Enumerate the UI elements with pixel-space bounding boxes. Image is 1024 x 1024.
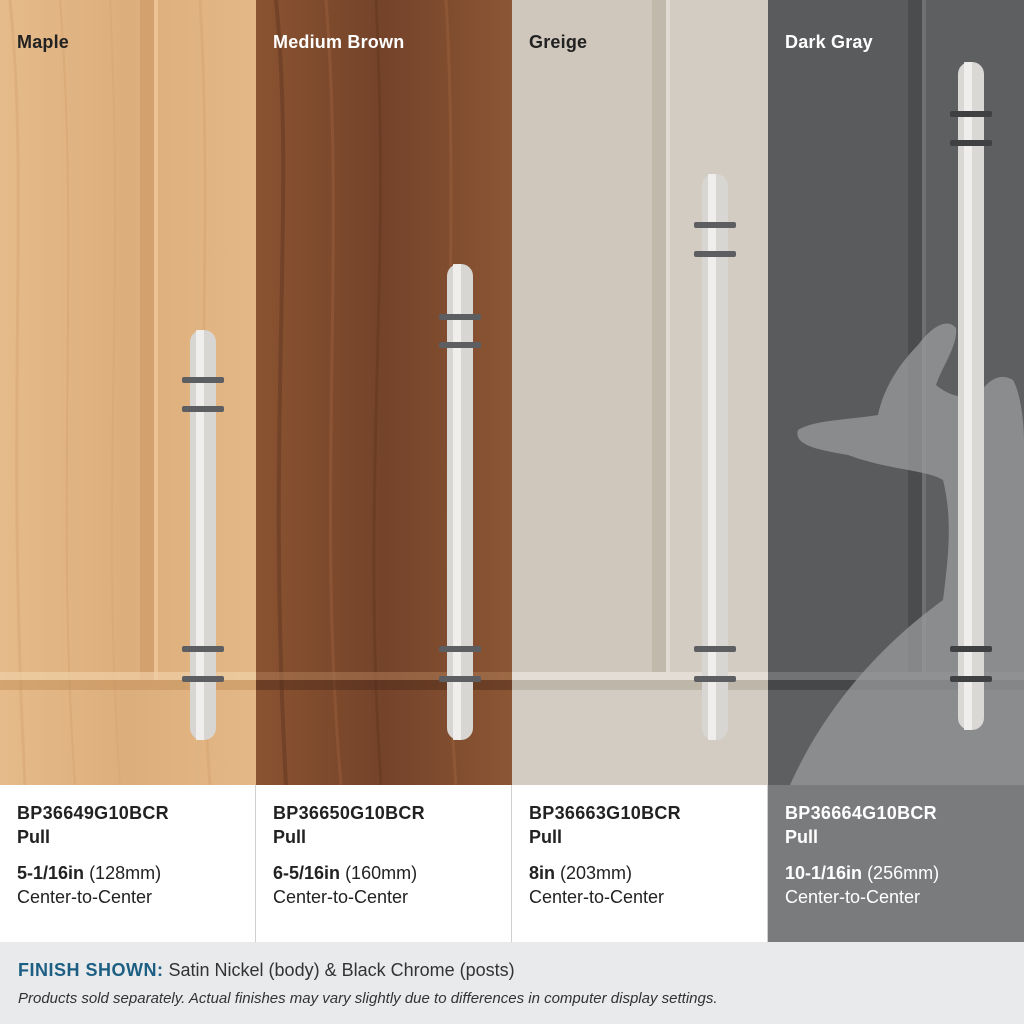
size-imperial: 8in	[529, 863, 556, 883]
finish-name: Greige	[529, 32, 588, 52]
disclaimer: Products sold separately. Actual finishes may vary slightly due to differences in computer display settings.	[18, 990, 718, 1007]
product-sku: BP36649G10BCR	[17, 803, 169, 823]
product-type: Pull	[17, 827, 51, 847]
size-metric: (128mm)	[89, 863, 162, 883]
door-swatch	[768, 0, 1024, 785]
product-info	[768, 785, 1024, 942]
product-size	[273, 861, 511, 885]
size-metric: (256mm)	[867, 863, 940, 883]
footer	[0, 942, 1024, 1024]
product-info	[256, 785, 512, 942]
door-swatch	[256, 0, 512, 785]
product-info	[512, 785, 768, 942]
product-sku: BP36663G10BCR	[529, 803, 681, 823]
product-size	[785, 861, 1024, 885]
product-panel-greige[interactable]	[512, 0, 768, 942]
product-panel-medium-brown[interactable]	[256, 0, 512, 942]
center-to-center-label: Center-to-Center	[273, 887, 409, 907]
product-panel-maple[interactable]	[0, 0, 256, 942]
center-to-center-label: Center-to-Center	[17, 887, 153, 907]
product-size	[17, 861, 255, 885]
product-size	[529, 861, 767, 885]
size-imperial: 10-1/16in	[785, 863, 863, 883]
center-to-center-label: Center-to-Center	[785, 887, 921, 907]
finish-name: Medium Brown	[273, 32, 405, 52]
center-to-center-label: Center-to-Center	[529, 887, 665, 907]
product-sku: BP36650G10BCR	[273, 803, 425, 823]
finish-name: Dark Gray	[785, 32, 873, 52]
size-metric: (203mm)	[560, 863, 633, 883]
product-info	[0, 785, 256, 942]
product-sku: BP36664G10BCR	[785, 803, 937, 823]
finish-shown-line	[18, 958, 1024, 982]
finish-name: Maple	[17, 32, 70, 52]
finish-shown-text: Satin Nickel (body) & Black Chrome (posts)	[168, 960, 515, 980]
door-swatch	[512, 0, 768, 785]
product-type: Pull	[529, 827, 563, 847]
door-swatch	[0, 0, 256, 785]
finish-shown-label: FINISH SHOWN:	[18, 960, 164, 980]
size-imperial: 5-1/16in	[17, 863, 85, 883]
product-panel-dark-gray[interactable]	[768, 0, 1024, 942]
product-type: Pull	[785, 827, 819, 847]
size-metric: (160mm)	[345, 863, 418, 883]
size-imperial: 6-5/16in	[273, 863, 341, 883]
product-type: Pull	[273, 827, 307, 847]
